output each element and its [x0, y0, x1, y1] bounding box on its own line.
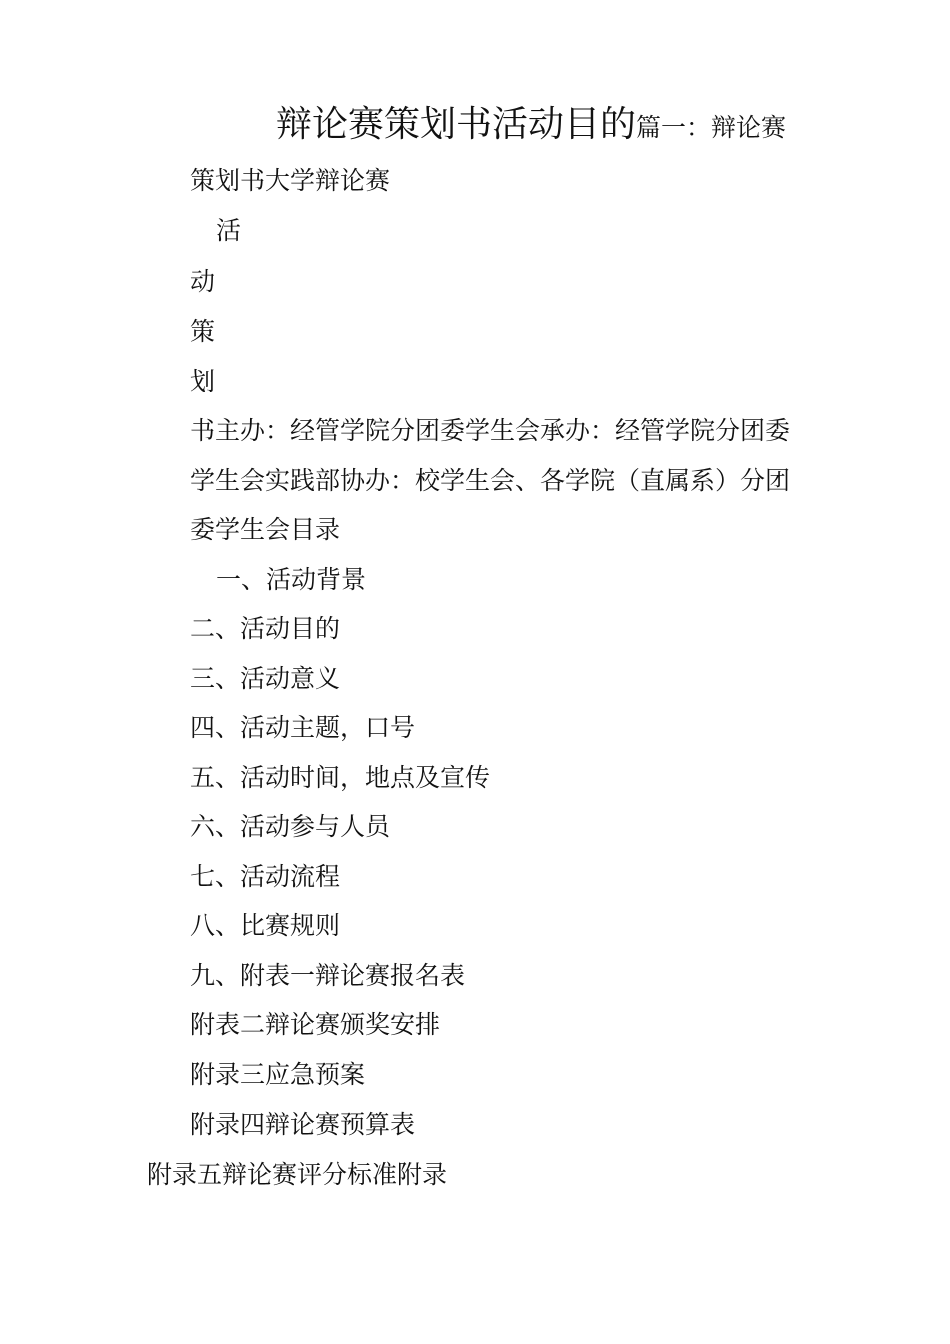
text-line-2: 活 — [216, 216, 242, 245]
text-line-4: 策 — [190, 317, 216, 346]
toc-item-10: 附表二辩论赛颁奖安排 — [190, 1010, 441, 1039]
toc-item-2: 二、活动目的 — [190, 614, 341, 643]
text-line-7: 学生会实践部协办：校学生会、各学院（直属系）分团 — [190, 466, 791, 495]
text-line-6: 书主办：经管学院分团委学生会承办：经管学院分团委 — [190, 416, 791, 445]
toc-item-7: 七、活动流程 — [190, 862, 341, 891]
toc-item-5: 五、活动时间，地点及宣传 — [190, 763, 491, 792]
toc-item-13: 附录五辩论赛评分标准附录 — [147, 1160, 448, 1189]
title-sub: 篇一：辩论赛 — [636, 113, 787, 142]
toc-item-11: 附录三应急预案 — [190, 1060, 366, 1089]
toc-item-6: 六、活动参与人员 — [190, 812, 391, 841]
text-line-3: 动 — [190, 267, 216, 296]
toc-item-12: 附录四辩论赛预算表 — [190, 1110, 416, 1139]
text-line-8: 委学生会目录 — [190, 515, 341, 544]
toc-item-4: 四、活动主题，口号 — [190, 713, 416, 742]
document-title — [276, 104, 786, 146]
title-main: 辩论赛策划书活动目的 — [276, 104, 637, 145]
toc-item-3: 三、活动意义 — [190, 664, 341, 693]
text-line-1: 策划书大学辩论赛 — [190, 166, 391, 195]
toc-item-9: 九、附表一辩论赛报名表 — [190, 961, 466, 990]
toc-item-1: 一、活动背景 — [216, 565, 367, 594]
toc-item-8: 八、比赛规则 — [190, 911, 341, 940]
text-line-5: 划 — [190, 367, 216, 396]
